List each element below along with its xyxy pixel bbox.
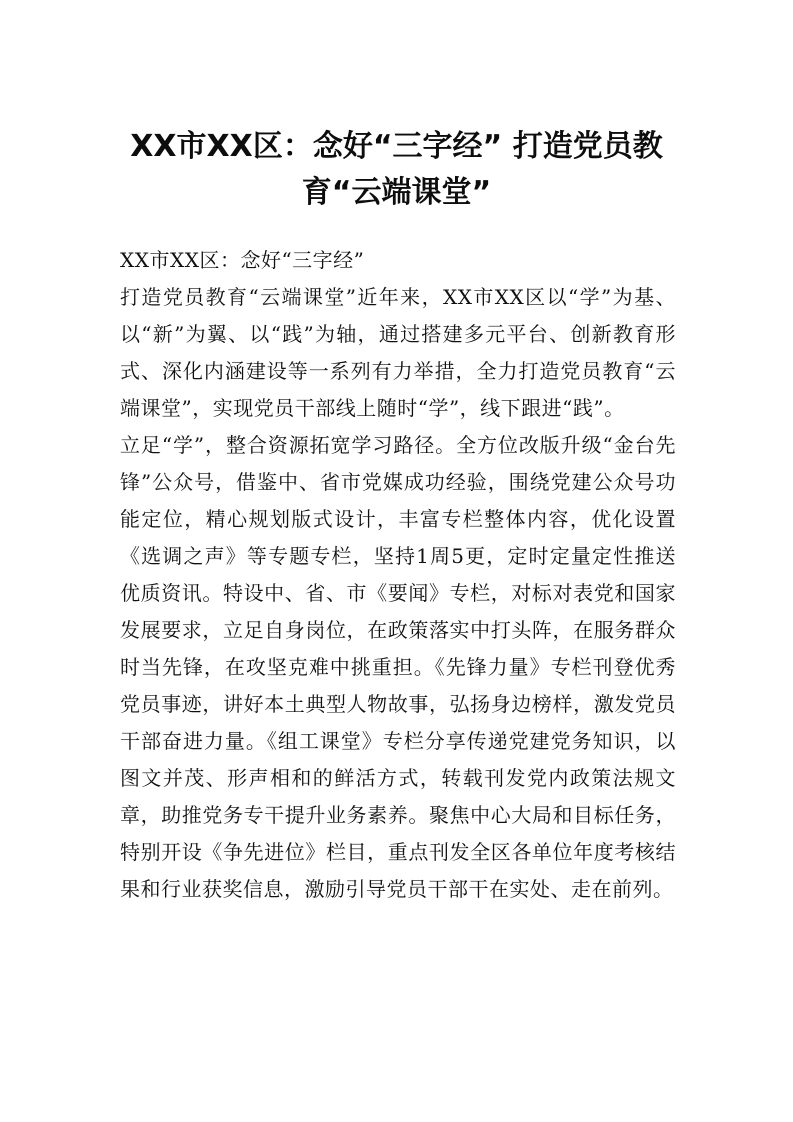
document-body — [120, 242, 676, 908]
title-line-1: XX市XX区：念好“三字经” 打造党员教 — [130, 129, 663, 164]
title-line-2: 育“云端课堂” — [301, 175, 492, 210]
paragraph-learning: 立足“学”，整合资源拓宽学习路径。全方位改版升级“金台先锋”公众号，借鉴中、省市党媒成功经验，围绕党建公众号功能定位，精心规划版式设计，丰富专栏整体内容，优化设置《选调之声》等专题专栏，坚持1周5更，定时定量定性推送优质资讯。特设中、省、市《要闻》专栏，对标对表党和国家发展要求，立足自身岗位，在政策落实中打头阵，在服务群众时当先锋，在攻坚克难中挑重担。《先锋力量》专栏刊登优秀党员事迹，讲好本土典型人物故事，弘扬身边榜样，激发党员干部奋进力量。《组工课堂》专栏分享传递党建党务知识，以图文并茂、形声相和的鲜活方式，转载刊发党内政策法规文章，助推党务专干提升业务素养。聚焦中心大局和目标任务，特别开设《争先进位》栏目，重点刊发全区各单位年度考核结果和行业获奖信息，激励引导党员干部干在实处、走在前列。 — [120, 433, 676, 901]
paragraph-heading: XX市XX区：念好“三字经” — [120, 248, 365, 272]
document-title — [100, 124, 693, 216]
paragraph-intro: 打造党员教育“云端课堂”近年来，XX市XX区以“学”为基、以“新”为翼、以“践”为轴，通过搭建多元平台、创新教育形式、深化内涵建设等一系列有力举措，全力打造党员教育“云端课堂”，实现党员干部线上随时“学”，线下跟进“践”。 — [120, 285, 676, 420]
